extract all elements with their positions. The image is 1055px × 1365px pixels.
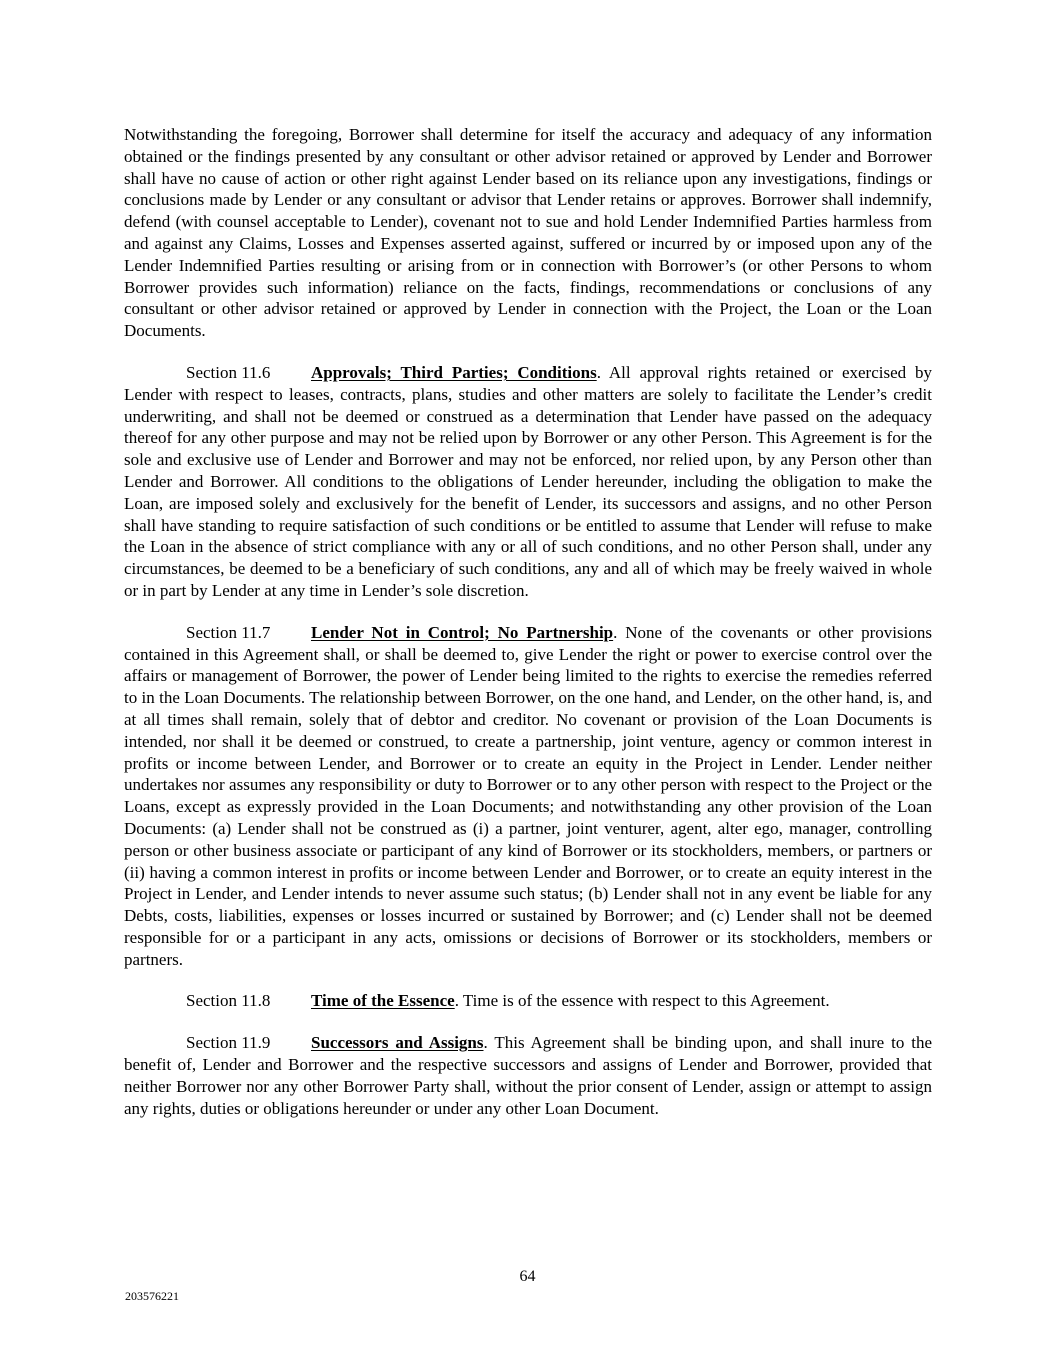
intro-paragraph: Notwithstanding the foregoing, Borrower shall determine for itself the accuracy and adequacy of any information obtained or the findings presented by any consultant or other advisor retained or approved by Lender and Borrower shall have no cause of action or other right against Lender based on its reliance upon any investigations, findings or conclusions made by Lender or any consultant or advisor that Lender retains or approves. Borrower shall indemnify, defend (with counsel acceptable to Lender), covenant not to sue and hold Lender Indemnified Parties harmless from and against any Claims, Losses and Expenses asserted against, suffered or incurred by or imposed upon any of the Lender Indemnified Parties resulting or arising from or in connection with Borrower’s (or other Persons to whom Borrower provides such information) reliance on the facts, findings, recommendations or conclusions of any consultant or other advisor retained or approved by Lender in connection with the Project, the Loan or the Loan Documents. — [124, 125, 932, 341]
section-number: Section 11.7 — [186, 622, 271, 642]
section-text: . None of the covenants or other provisions contained in this Agreement shall, or shall be deemed to, give Lender the right or power to exercise control over the affairs or management of Borrower, the power of Lender being limited to the rights to exercise the remedies referred to in the Loan Documents. The relationship between Borrower, on the one hand, and Lender, on the other hand, is, and at all times shall remain, solely that of debtor and creditor. No covenant or provision of the Loan Documents is intended, nor shall it be deemed or construed, to create a partnership, joint venture, agency or common interest in profits or income between Lender, and Borrower or to create an equity in the Project in Lender. Lender neither undertakes nor assumes any responsibility or duty to Borrower or to any other person with respect to the Project or the Loans, except as expressly provided in the Loan Documents; and notwithstanding any other provision of the Loan Documents: (a) Lender shall not be construed as (i) a partner, joint venturer, agent, alter ego, manager, controlling person or other business associate or participant of any kind of Borrower or its stockholders, members, or partners or (ii) having a common interest in profits or income between Lender and Borrower, or to create an equity interest in the Project in Lender, and Lender intends to never assume such status; (b) Lender shall not in any event be liable for any Debts, costs, liabilities, expenses or losses incurred or sustained by Borrower; and (c) Lender shall not be deemed responsible for or a participant in any acts, omissions or decisions of Borrower or its stockholders, members or partners. — [124, 622, 932, 969]
section-text: . This Agreement shall be binding upon, and shall inure to the benefit of, Lender and Borrower and the respective successors and assigns of Lender and Borrower, provided that neither Borrower nor any other Borrower Party shall, without the prior consent of Lender, assign or attempt to assign any rights, duties or obligations hereunder or under any other Loan Document. — [124, 1033, 932, 1118]
section-title: Approvals; Third Parties; Conditions — [311, 362, 597, 382]
document-body — [124, 124, 932, 1139]
section-number: Section 11.6 — [186, 362, 271, 382]
document-id: 203576221 — [125, 1289, 179, 1303]
section-number: Section 11.8 — [186, 991, 271, 1011]
section-text: . All approval rights retained or exercised by Lender with respect to leases, contracts, plans, studies and other matters are solely to facilitate the Lender’s credit underwriting, and shall not be deemed or construed as a determination that Lender have passed on the adequacy thereof for any other purpose and may not be relied upon by Borrower or any other Person. This Agreement is for the sole and exclusive use of Lender and Borrower and may not be enforced, nor relied upon, by any Person other than Lender and Borrower. All conditions to the obligations of Lender hereunder, including the obligation to make the Loan, are imposed solely and exclusively for the benefit of Lender, its successors and assigns, and no other Person shall have standing to require satisfaction of such conditions or be entitled to assume that Lender will refuse to make the Loan in the absence of strict compliance with any or all of such conditions, and no other Person shall, under any circumstances, be deemed to be a beneficiary of such conditions, any and all of which may be freely waived in whole or in part by Lender at any time in Lender’s sole discretion. — [124, 362, 932, 600]
section-11-8 — [124, 990, 932, 1012]
section-11-7 — [124, 622, 932, 971]
section-11-9 — [124, 1032, 932, 1119]
page-number: 64 — [519, 1268, 536, 1285]
section-title: Successors and Assigns — [311, 1033, 484, 1053]
section-number: Section 11.9 — [186, 1033, 271, 1053]
section-title: Lender Not in Control; No Partnership — [311, 622, 614, 642]
section-title: Time of the Essence — [311, 991, 455, 1011]
section-text: . Time is of the essence with respect to this Agreement. — [454, 991, 830, 1011]
section-11-6 — [124, 362, 932, 602]
